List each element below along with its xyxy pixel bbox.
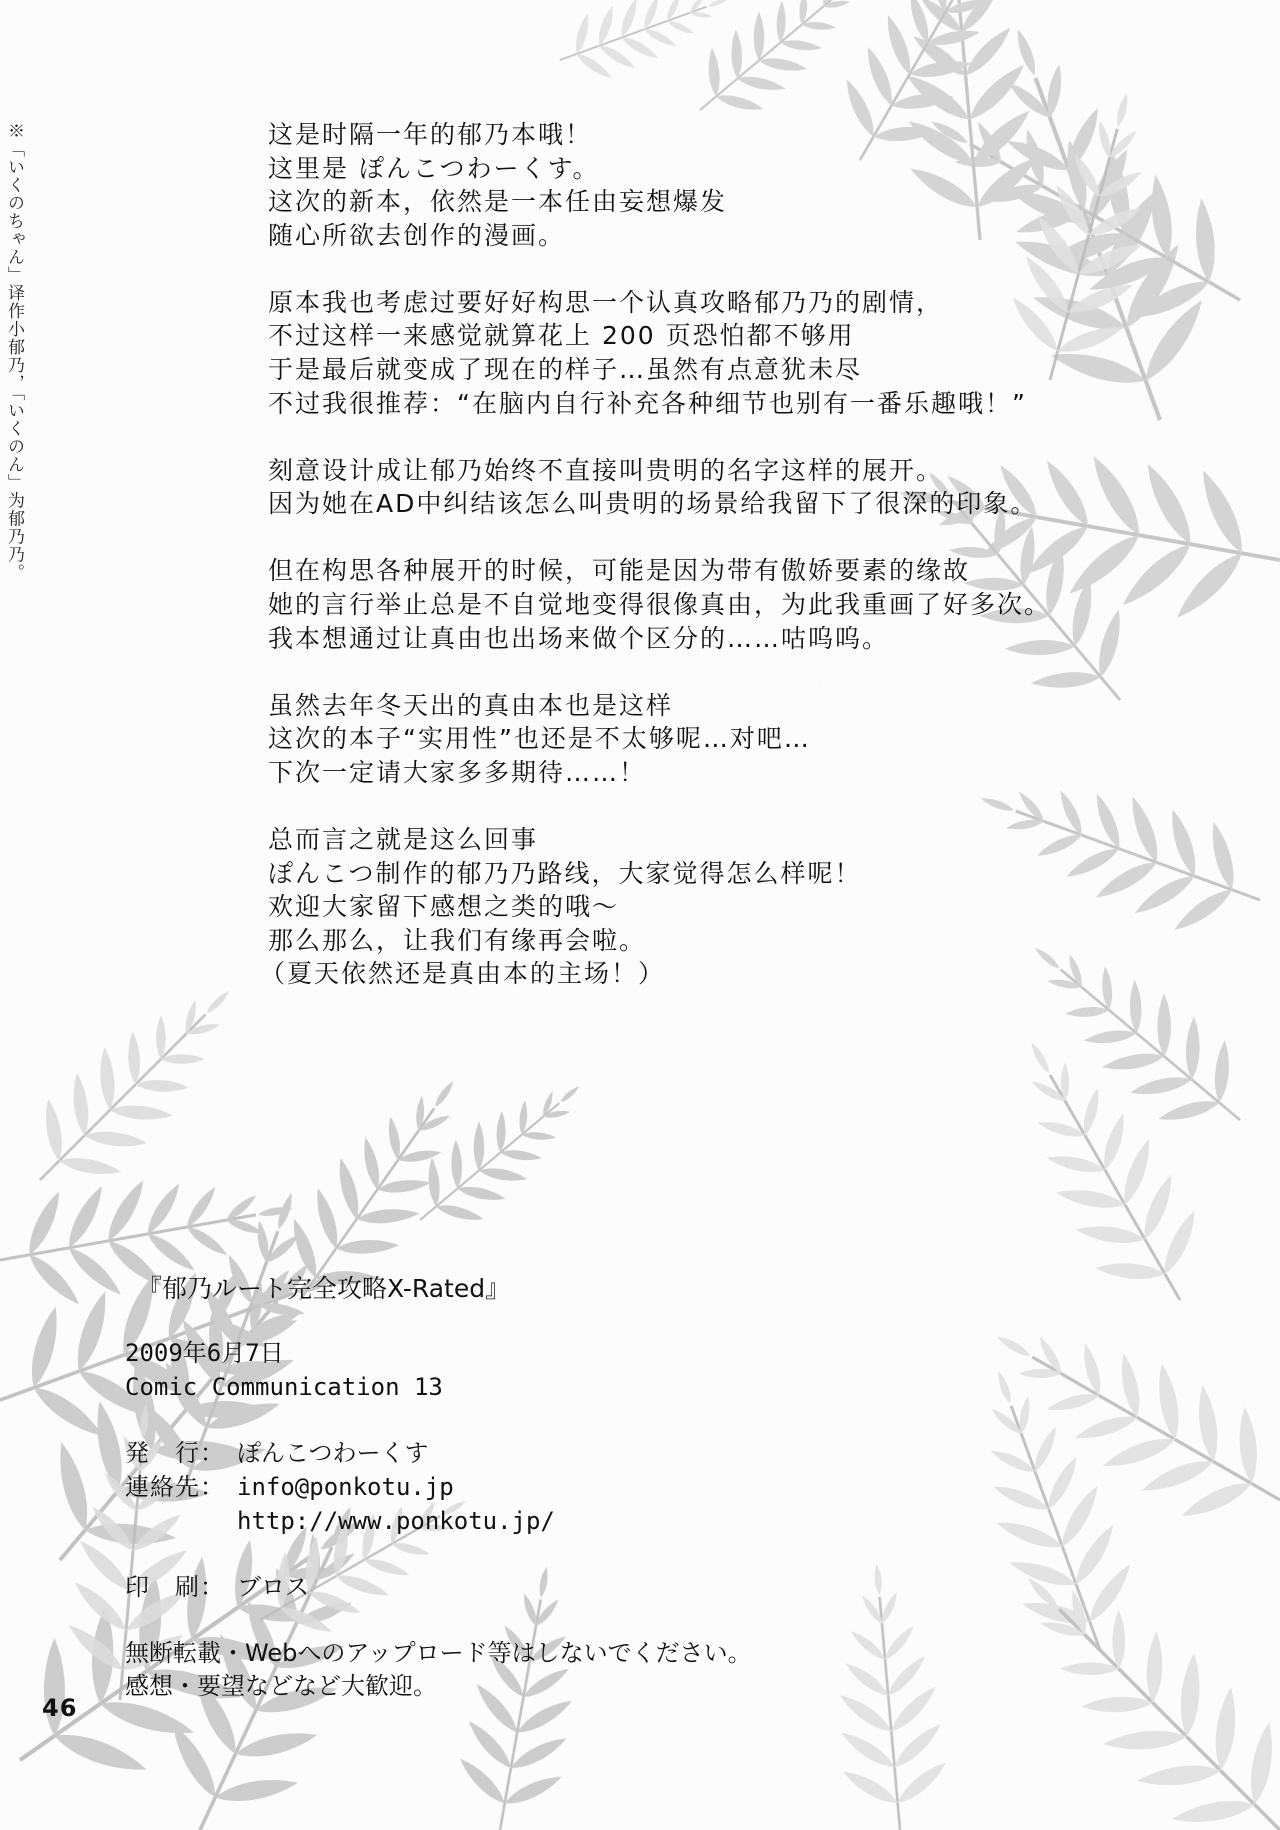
afterword-line: 刻意设计成让郁乃始终不直接叫贵明的名字这样的展开。 bbox=[268, 455, 944, 485]
afterword-line: 但在构思各种展开的时候，可能是因为带有傲娇要素的缘故 bbox=[268, 556, 971, 586]
afterword-line: 她的言行举止总是不自觉地变得很像真由，为此我重画了好多次。 bbox=[268, 590, 1052, 620]
event-name: Comic Communication 13 bbox=[125, 1373, 443, 1401]
publisher-label: 発 行： bbox=[125, 1439, 225, 1467]
afterword-line: 这是时隔一年的郁乃本哦！ bbox=[268, 120, 593, 149]
afterword-line: （夏天依然还是真由本的主场！） bbox=[260, 959, 666, 989]
afterword-line: 虽然去年冬天出的真由本也是这样 bbox=[268, 690, 674, 720]
afterword-line: 这里是 ぽんこつわーくす。 bbox=[268, 153, 600, 183]
afterword-paragraph bbox=[268, 554, 1228, 655]
page-number: 46 bbox=[42, 1694, 78, 1722]
afterword-line: 这次的新本，依然是一本任由妄想爆发 bbox=[268, 187, 728, 217]
afterword-line: 总而言之就是这么回事 bbox=[268, 825, 539, 854]
reprint-notice: 無断転載・Webへのアップロード等はしないでください。 bbox=[125, 1639, 752, 1667]
afterword-line: 下次一定请大家多多期待……！ bbox=[268, 757, 647, 787]
afterword-line: 那么那么，让我们有缘再会啦。 bbox=[268, 925, 647, 955]
contact-row bbox=[125, 1470, 454, 1504]
contact-label: 連絡先： bbox=[125, 1473, 225, 1501]
afterword-paragraph bbox=[268, 689, 1228, 790]
publication-date: 2009年6月7日 bbox=[125, 1339, 284, 1367]
afterword-line: ぽんこつ制作的郁乃乃路线，大家觉得怎么样呢！ bbox=[268, 858, 862, 888]
afterword-paragraph bbox=[260, 823, 1228, 991]
afterword-line: 不过我很推荐：“在脑内自行补充各种细节也别有一番乐趣哦！” bbox=[268, 388, 1027, 418]
book-title: 『郁乃ルート完全攻略X-Rated』 bbox=[137, 1274, 511, 1303]
afterword-line: 原本我也考虑过要好好构思一个认真攻略郁乃乃的剧情， bbox=[268, 287, 944, 317]
afterword-line: 我本想通过让真由也出场来做个区分的……咕呜呜。 bbox=[268, 623, 890, 653]
afterword-text bbox=[260, 118, 1228, 1024]
website-url: http://www.ponkotu.jp/ bbox=[237, 1507, 555, 1535]
afterword-line: 因为她在AD中纠结该怎么叫贵明的场景给我留下了很深的印象。 bbox=[268, 489, 1038, 519]
afterword-paragraph bbox=[268, 118, 1228, 252]
publisher-row bbox=[125, 1436, 429, 1470]
printer-name: ブロス bbox=[237, 1573, 309, 1601]
translator-side-note: ※「いくのちゃん」译作小郁乃，「いくのん」为郁乃乃。 bbox=[4, 122, 24, 582]
afterword-line: 于是最后就变成了现在的样子…虽然有点意犹未尽 bbox=[268, 355, 863, 385]
feedback-notice: 感想・要望などなど大歓迎。 bbox=[125, 1672, 437, 1700]
afterword-paragraph bbox=[268, 454, 1228, 521]
afterword-line: 欢迎大家留下感想之类的哦～ bbox=[268, 892, 620, 922]
publisher-name: ぽんこつわーくす bbox=[237, 1439, 429, 1467]
afterword-line: 不过这样一来感觉就算花上 200 页恐怕都不够用 bbox=[268, 321, 855, 351]
printer-row bbox=[125, 1570, 309, 1604]
afterword-line: 随心所欲去创作的漫画。 bbox=[268, 220, 566, 250]
contact-email: info@ponkotu.jp bbox=[237, 1473, 454, 1501]
afterword-line: 这次的本子“实用性”也还是不太够呢…对吧… bbox=[268, 724, 811, 754]
afterword-paragraph bbox=[268, 286, 1228, 420]
printer-label: 印 刷： bbox=[125, 1573, 225, 1601]
